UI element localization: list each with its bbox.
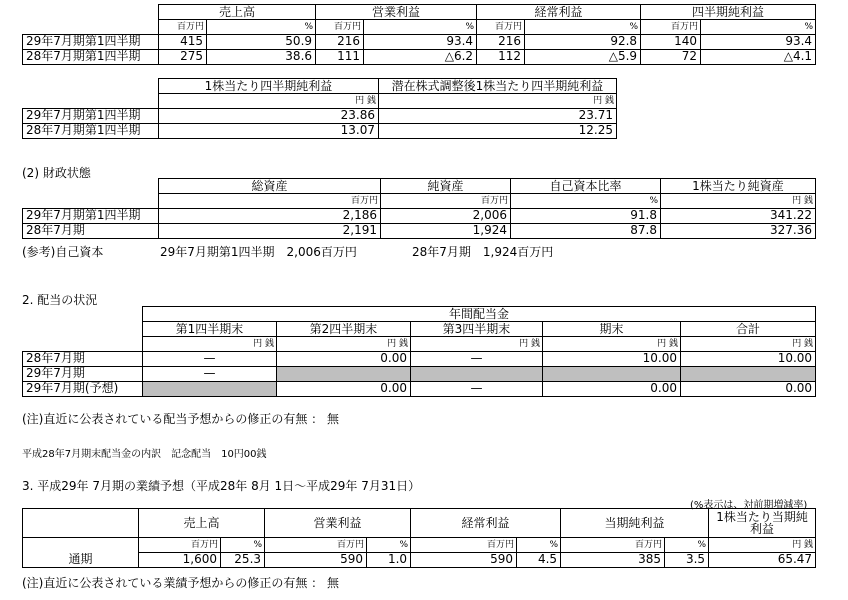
unit-pct: %: [665, 538, 709, 553]
cell-value: 93.4: [364, 34, 477, 49]
forecast-table: [22, 508, 816, 568]
header-diluted-eps: 潜在株式調整後1株当たり四半期純利益: [379, 79, 617, 94]
row-label: 29年7月期第1四半期: [23, 108, 159, 123]
cell-empty: [681, 366, 816, 381]
unit-amount: 百万円: [316, 20, 364, 35]
header-ordinary-income: 経常利益: [411, 509, 561, 538]
row-label: 29年7月期: [23, 366, 143, 381]
table-row: [23, 108, 617, 123]
header-sales: 売上高: [159, 5, 316, 20]
cell-empty: [143, 381, 277, 396]
section-title-dividends: 2. 配当の状況: [22, 293, 98, 307]
unit-yen: 円 銭: [709, 538, 816, 553]
unit-pct: %: [221, 538, 265, 553]
cell-value: 1,924: [381, 223, 511, 238]
row-label: 28年7月期: [23, 351, 143, 366]
cell-value: △6.2: [364, 49, 477, 64]
cell-value: 385: [561, 552, 665, 567]
results-table: [22, 4, 816, 65]
cell-value: 4.5: [517, 552, 561, 567]
cell-empty: [411, 366, 543, 381]
unit-yen: 円 銭: [159, 94, 379, 109]
table-row: [23, 208, 816, 223]
header-eps: 1株当たり四半期純利益: [159, 79, 379, 94]
cell-value: 10.00: [681, 351, 816, 366]
cell-value: 111: [316, 49, 364, 64]
unit-amount: 百万円: [159, 20, 207, 35]
section-title-financial-position: (2) 財政状態: [22, 166, 91, 180]
row-label: 28年7月期第1四半期: [23, 123, 159, 138]
table-row: [23, 49, 816, 64]
unit-pct: %: [367, 538, 411, 553]
row-label: 29年7月期(予想): [23, 381, 143, 396]
cell-value: 327.36: [661, 223, 816, 238]
cell-value: 12.25: [379, 123, 617, 138]
cell-value: 3.5: [665, 552, 709, 567]
cell-empty: [277, 366, 411, 381]
financial-position-table: [22, 178, 816, 239]
cell-value: 216: [477, 34, 525, 49]
cell-value: 25.3: [221, 552, 265, 567]
header-eps: 1株当たり当期純利益: [709, 509, 816, 538]
cell-value: 275: [159, 49, 207, 64]
cell-value: 216: [316, 34, 364, 49]
header-net-assets: 純資産: [381, 179, 511, 194]
cell-value: 72: [641, 49, 701, 64]
unit-amount: 百万円: [477, 20, 525, 35]
header-q3-end: 第3四半期末: [411, 322, 543, 337]
unit-amount: 百万円: [561, 538, 665, 553]
cell-value: 91.8: [511, 208, 661, 223]
unit-yen: 円 銭: [379, 94, 617, 109]
cell-value: 0.00: [681, 381, 816, 396]
header-ordinary-income: 経常利益: [477, 5, 641, 20]
header-q1-end: 第1四半期末: [143, 322, 277, 337]
cell-value: 92.8: [525, 34, 641, 49]
cell-value: △5.9: [525, 49, 641, 64]
cell-value: 10.00: [543, 351, 681, 366]
cell-value: 65.47: [709, 552, 816, 567]
reference-label: (参考)自己資本: [22, 245, 104, 259]
cell-value: 1.0: [367, 552, 411, 567]
header-net-income: 四半期純利益: [641, 5, 816, 20]
unit-pct: %: [525, 20, 641, 35]
unit-yen: 円 銭: [543, 337, 681, 352]
unit-amount: 百万円: [411, 538, 517, 553]
row-label: 28年7月期第1四半期: [23, 49, 159, 64]
cell-value: 0.00: [543, 381, 681, 396]
row-label: 29年7月期第1四半期: [23, 34, 159, 49]
dividends-table: [22, 306, 816, 397]
table-row: [23, 123, 617, 138]
unit: 円 銭: [661, 194, 816, 209]
header-net-income: 当期純利益: [561, 509, 709, 538]
unit-pct: %: [364, 20, 477, 35]
reference-item-1: 29年7月期第1四半期 2,006百万円: [160, 245, 357, 259]
cell-value: 87.8: [511, 223, 661, 238]
forecast-note: (注)直近に公表されている業績予想からの修正の有無 ： 無: [22, 576, 339, 590]
unit-pct: %: [701, 20, 816, 35]
eps-table: [22, 78, 617, 139]
section-title-forecast: 3. 平成29年 7月期の業績予想（平成28年 8月 1日～平成29年 7月31日）: [22, 479, 421, 493]
cell-value: 112: [477, 49, 525, 64]
cell-value: 2,191: [159, 223, 381, 238]
cell-value: 590: [411, 552, 517, 567]
header-q2-end: 第2四半期末: [277, 322, 411, 337]
header-bps: 1株当たり純資産: [661, 179, 816, 194]
cell-value: 93.4: [701, 34, 816, 49]
cell-value: —: [411, 381, 543, 396]
header-total: 合計: [681, 322, 816, 337]
row-label: 29年7月期第1四半期: [23, 208, 159, 223]
cell-value: △4.1: [701, 49, 816, 64]
cell-value: —: [143, 351, 277, 366]
reference-item-2: 28年7月期 1,924百万円: [412, 245, 554, 259]
dividend-breakdown: 平成28年7月期末配当金の内訳 記念配当 10円00銭: [22, 449, 267, 460]
table-row: [23, 366, 816, 381]
cell-value: 2,186: [159, 208, 381, 223]
header-annual-dividend: 年間配当金: [143, 307, 816, 322]
cell-value: 415: [159, 34, 207, 49]
header-operating-income: 営業利益: [265, 509, 411, 538]
header-equity-ratio: 自己資本比率: [511, 179, 661, 194]
table-row: [23, 34, 816, 49]
unit: 百万円: [381, 194, 511, 209]
cell-value: 1,600: [139, 552, 221, 567]
unit-yen: 円 銭: [143, 337, 277, 352]
header-fy-end: 期末: [543, 322, 681, 337]
unit-yen: 円 銭: [277, 337, 411, 352]
cell-value: 2,006: [381, 208, 511, 223]
unit: %: [511, 194, 661, 209]
cell-empty: [543, 366, 681, 381]
table-row: [23, 351, 816, 366]
cell-value: 38.6: [207, 49, 316, 64]
cell-value: —: [143, 366, 277, 381]
cell-value: 50.9: [207, 34, 316, 49]
header-sales: 売上高: [139, 509, 265, 538]
pct-note: (%表示は、対前期増減率): [690, 500, 808, 511]
table-row: [23, 223, 816, 238]
header-operating-income: 営業利益: [316, 5, 477, 20]
cell-value: 0.00: [277, 381, 411, 396]
row-label: 通期: [23, 552, 139, 567]
cell-value: 13.07: [159, 123, 379, 138]
table-row: [23, 552, 816, 567]
unit: 百万円: [159, 194, 381, 209]
cell-value: —: [411, 351, 543, 366]
cell-value: 140: [641, 34, 701, 49]
cell-value: 341.22: [661, 208, 816, 223]
unit-yen: 円 銭: [411, 337, 543, 352]
header-total-assets: 総資産: [159, 179, 381, 194]
cell-value: 0.00: [277, 351, 411, 366]
unit-yen: 円 銭: [681, 337, 816, 352]
unit-pct: %: [517, 538, 561, 553]
cell-value: 23.71: [379, 108, 617, 123]
row-label: 28年7月期: [23, 223, 159, 238]
unit-amount: 百万円: [139, 538, 221, 553]
cell-value: 23.86: [159, 108, 379, 123]
table-row: [23, 381, 816, 396]
unit-amount: 百万円: [265, 538, 367, 553]
unit-pct: %: [207, 20, 316, 35]
unit-amount: 百万円: [641, 20, 701, 35]
cell-value: 590: [265, 552, 367, 567]
dividend-note: (注)直近に公表されている配当予想からの修正の有無 ： 無: [22, 412, 339, 426]
